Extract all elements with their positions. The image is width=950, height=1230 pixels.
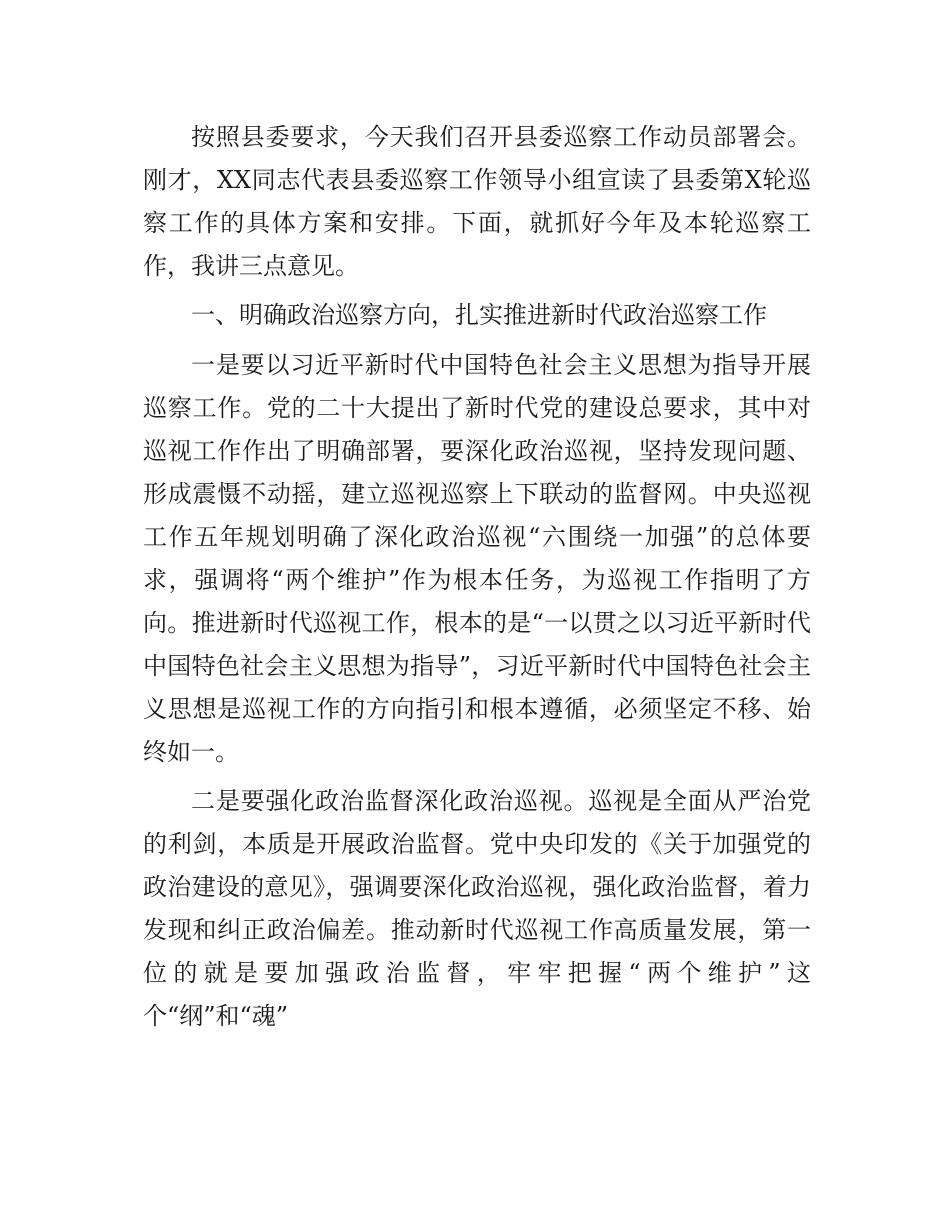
- section-heading-1: 一、明确政治巡察方向，扎实推进新时代政治巡察工作: [191, 301, 767, 329]
- document-body: [143, 116, 811, 1044]
- paragraph-point-2: 二是要强化政治监督深化政治巡视。巡视是全面从严治党的利剑，本质是开展政治监督。党中央印发的《关于加强党的政治建设的意见》，强调要深化政治巡视，强化政治监督，着力发现和纠正政治偏差。推动新时代巡视工作高质量发展，第一位的就是要加强政治监督，牢牢把握“两个维护”这个“纲”和“魂”: [143, 787, 811, 1030]
- paragraph-point-1: 一是要以习近平新时代中国特色社会主义思想为指导开展巡察工作。党的二十大提出了新时代党的建设总要求，其中对巡视工作作出了明确部署，要深化政治巡视，坚持发现问题、形成震慑不动摇，建立巡视巡察上下联动的监督网。中央巡视工作五年规划明确了深化政治巡视“六围绕一加强”的总体要求，强调将“两个维护”作为根本任务，为巡视工作指明了方向。推进新时代巡视工作，根本的是“一以贯之以习近平新时代中国特色社会主义思想为指导”，习近平新时代中国特色社会主义思想是巡视工作的方向指引和根本遵循，必须坚定不移、始终如一。: [143, 351, 811, 766]
- paragraph-intro: 按照县委要求，今天我们召开县委巡察工作动员部署会。刚才，XX同志代表县委巡察工作领导小组宣读了县委第X轮巡察工作的具体方案和安排。下面，就抓好今年及本轮巡察工作，我讲三点意见。: [143, 123, 811, 280]
